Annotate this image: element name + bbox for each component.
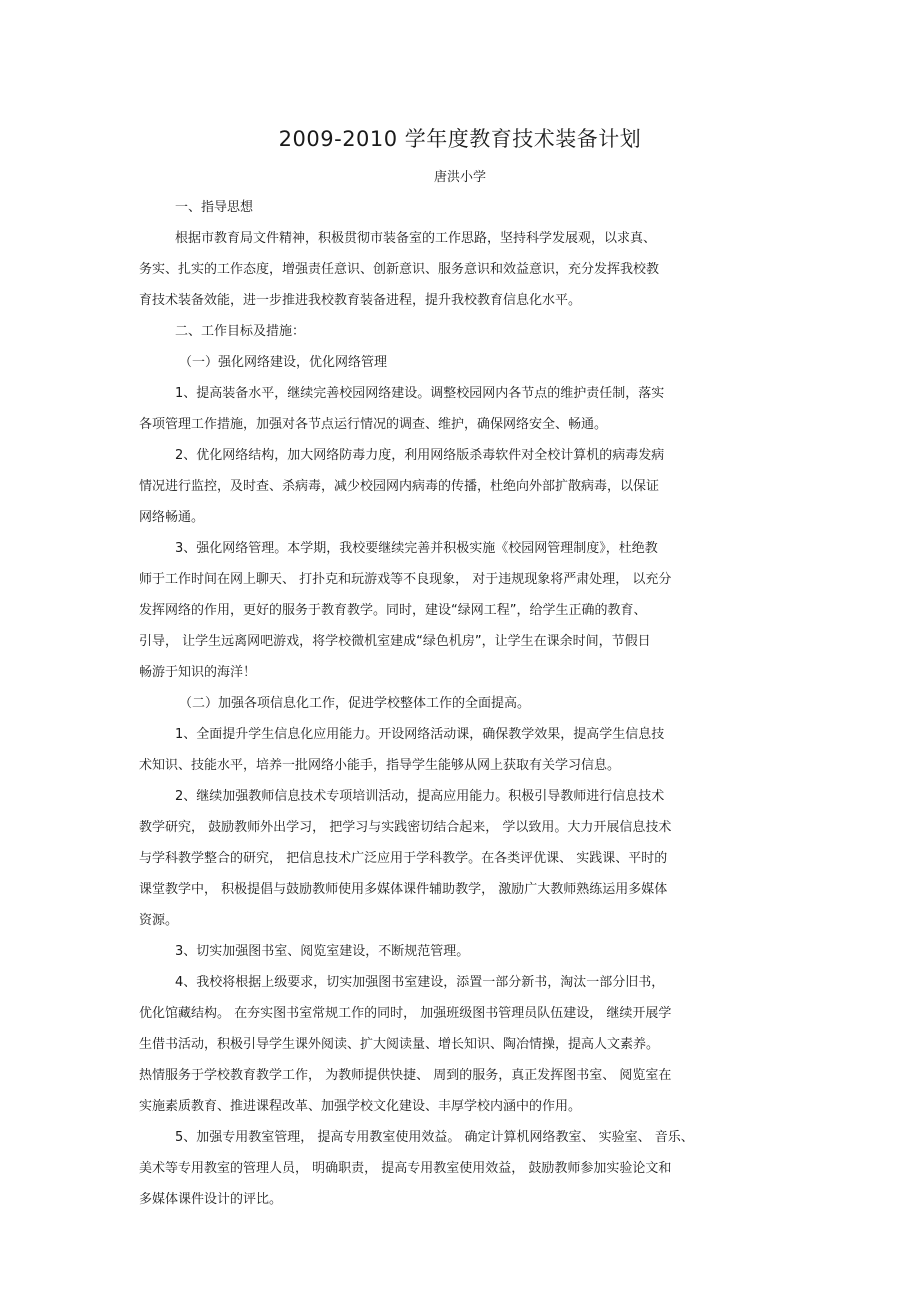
document-title: 2009-2010 学年度教育技术装备计划 bbox=[278, 127, 642, 151]
paragraph-line: 育技术装备效能，进一步推进我校教育装备进程，提升我校教育信息化水平。 bbox=[139, 293, 582, 308]
paragraph-line: 教学研究， 鼓励教师外出学习， 把学习与实践密切结合起来， 学以致用。大力开展信息技术 bbox=[139, 820, 672, 835]
paragraph-line: 热情服务于学校教育教学工作， 为教师提供快捷、 周到的服务，真正发挥图书室、 阅览室在 bbox=[139, 1068, 672, 1083]
paragraph-line: 美术等专用教室的管理人员， 明确职责， 提高专用教室使用效益， 鼓励教师参加实验论文和 bbox=[139, 1161, 672, 1176]
subsection-heading: （一）强化网络建设，优化网络管理 bbox=[179, 355, 388, 370]
paragraph-line: 根据市教育局文件精神，积极贯彻市装备室的工作思路，坚持科学发展观，以求真、 bbox=[175, 231, 657, 246]
paragraph-line: 术知识、技能水平，培养一批网络小能手，指导学生能够从网上获取有关学习信息。 bbox=[139, 758, 621, 773]
paragraph-line: 资源。 bbox=[139, 913, 179, 928]
paragraph-line: 2、优化网络结构，加大网络防毒力度，利用网络版杀毒软件对全校计算机的病毒发病 bbox=[175, 448, 665, 463]
paragraph-line: 各项管理工作措施，加强对各节点运行情况的调查、维护，确保网络安全、畅通。 bbox=[139, 417, 608, 432]
subsection-heading: （二）加强各项信息化工作，促进学校整体工作的全面提高。 bbox=[179, 696, 531, 711]
paragraph-line: 畅游于知识的海洋！ bbox=[139, 665, 257, 680]
paragraph-line: 1、全面提升学生信息化应用能力。开设网络活动课，确保教学效果，提高学生信息技 bbox=[175, 727, 665, 742]
paragraph-line: 1、提高装备水平，继续完善校园网络建设。调整校园网内各节点的维护责任制，落实 bbox=[175, 386, 665, 401]
paragraph-line: 务实、扎实的工作态度，增强责任意识、创新意识、服务意识和效益意识，充分发挥我校教 bbox=[139, 262, 660, 277]
paragraph-line: 与学科教学整合的研究， 把信息技术广泛应用于学科教学。在各类评优课、 实践课、平时的 bbox=[139, 851, 668, 866]
paragraph-line: 3、强化网络管理。本学期，我校要继续完善并积极实施《校园网管理制度》，杜绝教 bbox=[175, 541, 658, 556]
paragraph-line: 多媒体课件设计的评比。 bbox=[139, 1192, 283, 1207]
paragraph-line: 生借书活动，积极引导学生课外阅读、扩大阅读量、增长知识、陶冶情操，提高人文素养。 bbox=[139, 1037, 660, 1052]
paragraph-line: 师于工作时间在网上聊天、 打扑克和玩游戏等不良现象， 对于违规现象将严肃处理， 以充分 bbox=[139, 572, 672, 587]
paragraph-line: 情况进行监控，及时查、杀病毒，减少校园网内病毒的传播，杜绝向外部扩散病毒，以保证 bbox=[139, 479, 660, 494]
section-heading: 一、指导思想 bbox=[175, 200, 254, 215]
paragraph-line: 引导， 让学生远离网吧游戏，将学校微机室建成“绿色机房”，让学生在课余时间，节假日 bbox=[139, 634, 651, 649]
document-author: 唐洪小学 bbox=[433, 170, 486, 185]
paragraph-line: 课堂教学中， 积极提倡与鼓励教师使用多媒体课件辅助教学， 激励广大教师熟练运用多媒体 bbox=[139, 882, 668, 897]
paragraph-line: 优化馆藏结构。 在夯实图书室常规工作的同时， 加强班级图书管理员队伍建设， 继续开展学 bbox=[139, 1006, 672, 1021]
paragraph-line: 发挥网络的作用，更好的服务于教育教学。同时，建设“绿网工程”，给学生正确的教育、 bbox=[139, 603, 647, 618]
paragraph-line: 2、继续加强教师信息技术专项培训活动，提高应用能力。积极引导教师进行信息技术 bbox=[175, 789, 665, 804]
paragraph-line: 实施素质教育、推进课程改革、加强学校文化建设、丰厚学校内涵中的作用。 bbox=[139, 1099, 582, 1114]
paragraph-line: 4、我校将根据上级要求，切实加强图书室建设，添置一部分新书，淘汰一部分旧书， bbox=[175, 975, 665, 990]
section-heading: 二、工作目标及措施： bbox=[175, 324, 306, 339]
paragraph-line: 网络畅通。 bbox=[139, 510, 205, 525]
paragraph-line: 3、切实加强图书室、阅览室建设，不断规范管理。 bbox=[175, 944, 470, 959]
paragraph-line: 5、加强专用教室管理， 提高专用教室使用效益。 确定计算机网络教室、 实验室、 音乐、 bbox=[175, 1130, 694, 1145]
